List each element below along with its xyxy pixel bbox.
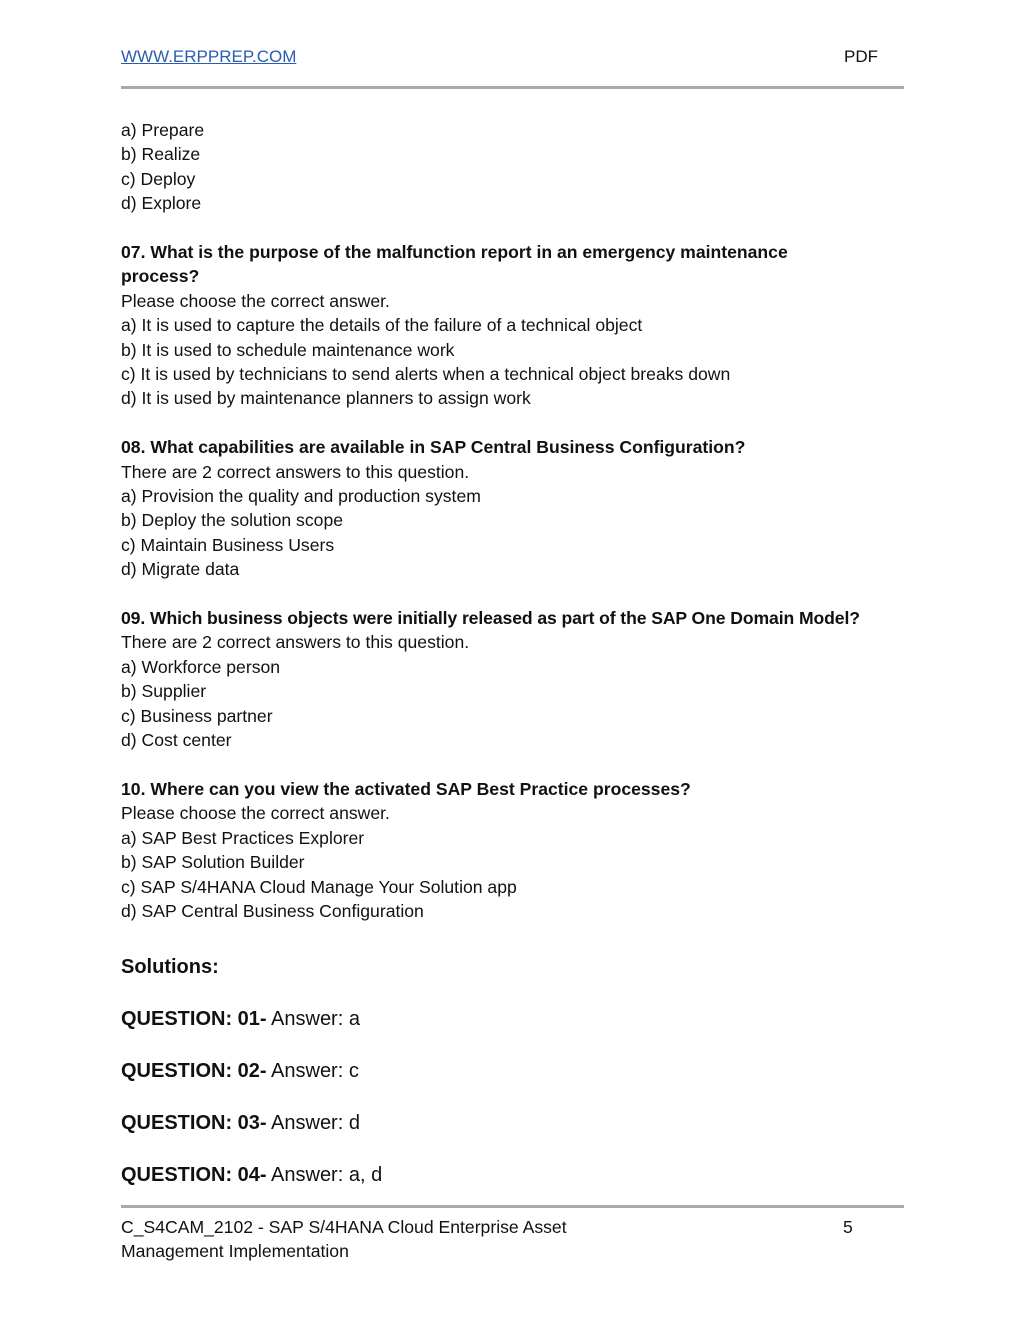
option-line: a) Provision the quality and production system [121,486,481,507]
question-08 [121,435,904,581]
page-number: 5 [843,1217,853,1237]
solution-answer [121,1164,904,1186]
option-line: b) It is used to schedule maintenance work [121,339,455,360]
option-line: d) Migrate data [121,559,240,580]
option-line: c) Deploy [121,168,196,189]
option-line: a) It is used to capture the details of the failure of a technical object [121,315,643,336]
option-line: a) Prepare [121,120,205,140]
option-line: b) Deploy the solution scope [121,510,344,531]
option-line: b) SAP Solution Builder [121,852,305,873]
option-line: b) Realize [121,144,201,165]
footer-divider [121,1205,904,1208]
question-label: QUESTION: 04- [121,1163,267,1186]
solution-answer [121,1112,904,1134]
page-header [121,47,904,71]
footer-title-line: Management Implementation [121,1241,349,1262]
footer-title [121,1215,621,1264]
question-instruction: There are 2 correct answers to this question. [121,632,470,653]
site-link[interactable]: WWW.ERPPREP.COM [121,47,297,66]
question-instruction: Please choose the correct answer. [121,803,390,824]
question-label: QUESTION: 03- [121,1111,267,1134]
question-07 [121,240,904,411]
option-line: a) SAP Best Practices Explorer [121,827,365,848]
question-instruction: There are 2 correct answers to this question. [121,461,470,482]
option-line: d) Cost center [121,730,232,751]
option-line: d) Explore [121,193,202,214]
question-title: 07. What is the purpose of the malfunction report in an emergency maintenance process? [121,242,788,287]
question-label: QUESTION: 01- [121,1007,267,1030]
answer-value: Answer: a [266,1007,360,1030]
footer-title-line: C_S4CAM_2102 - SAP S/4HANA Cloud Enterprise Asset [121,1217,567,1237]
solutions-heading: Solutions: [121,955,219,978]
question-instruction: Please choose the correct answer. [121,290,390,311]
option-line: d) SAP Central Business Configuration [121,900,424,921]
answer-value: Answer: a, d [266,1163,383,1186]
option-line: c) SAP S/4HANA Cloud Manage Your Solution app [121,876,517,897]
question-title: 08. What capabilities are available in SAP Central Business Configuration? [121,437,746,458]
previous-question-options [121,118,904,216]
question-title: 09. Which business objects were initially released as part of the SAP One Domain Model? [121,608,860,629]
option-line: d) It is used by maintenance planners to assign work [121,388,531,409]
format-label: PDF [844,47,878,66]
question-09 [121,606,904,752]
header-divider [121,86,904,89]
answer-value: Answer: d [266,1111,360,1134]
solution-answer [121,1060,904,1082]
document-page [121,0,904,1325]
question-label: QUESTION: 02- [121,1059,267,1082]
option-line: c) It is used by technicians to send alerts when a technical object breaks down [121,364,731,385]
question-10 [121,777,904,923]
option-line: b) Supplier [121,681,207,702]
option-line: c) Business partner [121,705,273,726]
solution-answer [121,1008,904,1030]
answer-value: Answer: c [266,1059,359,1082]
solutions-section [121,948,904,1186]
option-line: c) Maintain Business Users [121,534,335,555]
page-content [121,118,904,1216]
question-title: 10. Where can you view the activated SAP Best Practice processes? [121,778,691,799]
option-line: a) Workforce person [121,656,281,677]
